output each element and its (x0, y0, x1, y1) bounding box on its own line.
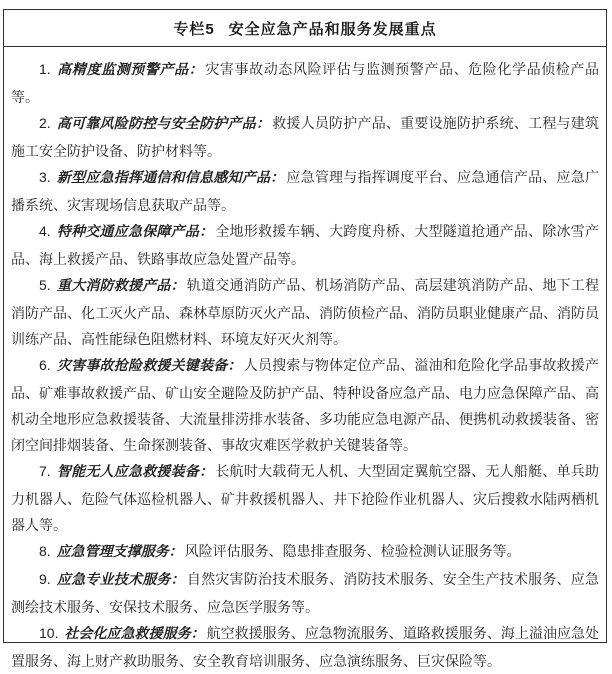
item-body: 自然灾害防治技术服务、消防技术服务、安全生产技术服务、应急测绘技术服务、安保技术服务、应急医学服务等。 (11, 571, 599, 615)
item-body: 救援人员防护产品、重要设施防护系统、工程与建筑施工安全防护设备、防护材料等。 (11, 115, 599, 159)
item-body: 长航时大载荷无人机、大型固定翼航空器、无人船艇、单兵助力机器人、危险气体巡检机器人、矿井救援机器人、井下抢险作业机器人、灾后搜救水陆两栖机器人等。 (11, 463, 599, 533)
list-item-7 (11, 458, 599, 538)
item-number: 7. (39, 463, 51, 479)
item-body: 风险评估服务、隐患排查服务、检验检测认证服务等。 (184, 543, 521, 559)
column-box (3, 9, 607, 669)
list-item-3 (11, 164, 599, 218)
column-title-prefix: 专栏5 (173, 20, 215, 38)
item-body: 人员搜索与物体定位产品、溢油和危险化学品事故救援产品、矿难事故救援产品、矿山安全避险及防护产品、特种设备应急产品、电力应急保障产品、高机动全地形应急救援装备、大流量排涝排水装备、多功能应急电源产品、便携机动救援装备、密闭空间排烟装备、生命探测装备、事故灾难医学救护关键装备等。 (11, 357, 599, 453)
item-body: 灾害事故动态风险评估与监测预警产品、危险化学品侦检产品等。 (11, 61, 600, 105)
column-content (4, 47, 606, 674)
list-item-6 (11, 352, 599, 458)
item-lead: 应急管理支撑服务： (56, 545, 183, 560)
list-item-1 (11, 56, 599, 110)
item-lead: 社会化应急救援服务： (64, 627, 205, 642)
item-lead: 高可靠风险防控与安全防护产品： (56, 117, 271, 132)
list-item-5 (11, 272, 599, 352)
item-number: 1. (39, 61, 51, 77)
item-body: 应急管理与指挥调度平台、应急通信产品、应急广播系统、灾害现场信息获取产品等。 (11, 169, 599, 213)
item-number: 5. (39, 277, 51, 293)
item-lead: 高精度监测预警产品： (56, 63, 204, 78)
item-body: 航空救援服务、应急物流服务、道路救援服务、海上溢油应急处置服务、海上财产救助服务、安全教育培训服务、应急演练服务、巨灾保险等。 (11, 625, 600, 669)
item-number: 6. (39, 357, 51, 373)
item-lead: 特种交通应急保障产品： (56, 225, 214, 240)
item-number: 4. (39, 223, 51, 239)
list-item-9 (11, 566, 599, 620)
item-lead: 智能无人应急救援装备： (56, 465, 214, 480)
item-number: 9. (39, 571, 51, 587)
item-number: 3. (39, 169, 51, 185)
column-title-row (4, 10, 606, 47)
item-number: 10. (39, 625, 59, 641)
list-item-4 (11, 218, 599, 272)
item-number: 2. (39, 115, 51, 131)
list-item-8 (11, 538, 599, 566)
item-body: 轨道交通消防产品、机场消防产品、高层建筑消防产品、地下工程消防产品、化工灭火产品、森林草原防灭火产品、消防侦检产品、消防员职业健康产品、消防员训练产品、高性能绿色阻燃材料、环境友好灭火剂等。 (11, 277, 599, 347)
item-number: 8. (39, 543, 51, 559)
item-lead: 应急专业技术服务： (56, 573, 185, 588)
list-item-10 (11, 620, 599, 674)
page-title: 安全应急产品和服务发展重点 (228, 20, 437, 38)
item-body: 全地形救援车辆、大跨度舟桥、大型隧道抢通产品、除冰雪产品、海上救援产品、铁路事故应急处置产品等。 (11, 223, 599, 267)
item-lead: 重大消防救援产品： (56, 279, 185, 294)
item-lead: 灾害事故抢险救援关键装备： (56, 359, 242, 374)
list-item-2 (11, 110, 599, 164)
item-lead: 新型应急指挥通信和信息感知产品： (56, 171, 285, 186)
